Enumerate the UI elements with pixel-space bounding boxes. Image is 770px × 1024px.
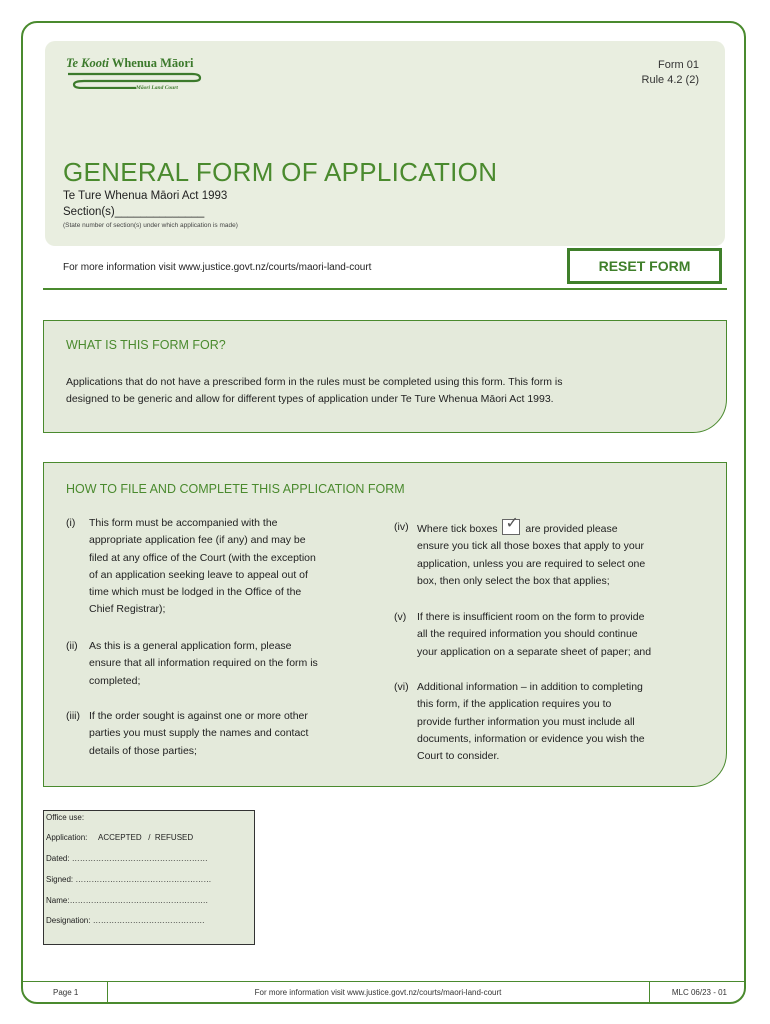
office-use-title: Office use: xyxy=(46,813,85,822)
item-number: (iv) xyxy=(394,521,409,533)
item-text xyxy=(417,679,645,765)
page-title: GENERAL FORM OF APPLICATION xyxy=(63,157,498,187)
item-text xyxy=(89,638,318,690)
office-use-name[interactable]: Name:……………………………………………. xyxy=(46,896,208,905)
logo-title-rest: Whenua Māori xyxy=(108,56,194,70)
header-divider xyxy=(43,288,727,290)
text-line: Court to consider. xyxy=(417,750,500,763)
reset-form-button[interactable]: RESET FORM xyxy=(567,248,722,284)
item-number: (vi) xyxy=(394,681,409,693)
section-field[interactable]: Section(s)______________ xyxy=(63,206,205,218)
office-use-designation[interactable]: Designation: …………………………………… xyxy=(46,916,205,925)
footer-separator xyxy=(649,982,650,1002)
text-line: appropriate application fee (if any) and may be xyxy=(89,534,306,547)
item-number: (ii) xyxy=(66,640,78,652)
text-line: application, unless you are required to select one xyxy=(417,557,646,570)
rule-number: Rule 4.2 (2) xyxy=(641,74,699,86)
text-line: documents, information or evidence you wish the xyxy=(417,732,645,745)
text-line: your application on a separate sheet of paper; and xyxy=(417,645,652,658)
how-to-section xyxy=(43,462,727,787)
logo-subtitle: Māori Land Court xyxy=(136,85,178,91)
text-line: Applications that do not have a prescribed form in the rules must be completed using this form. This form is xyxy=(66,376,563,388)
office-use-signed[interactable]: Signed: …………………………………………… xyxy=(46,875,212,884)
text-line: Chief Registrar); xyxy=(89,603,166,616)
tick-box-example xyxy=(502,515,520,535)
text-line: ensure that all information required on the form is xyxy=(89,657,318,670)
text-line: details of those parties; xyxy=(89,744,197,757)
form-number-block xyxy=(642,58,699,88)
text-line: ensure you tick all those boxes that apply to your xyxy=(417,540,645,553)
text-line: parties you must supply the names and contact xyxy=(89,727,309,740)
page-number: Page 1 xyxy=(53,988,79,997)
office-use-application: Application: ACCEPTED / REFUSED xyxy=(46,833,194,842)
text-line: designed to be generic and allow for different types of application under Te Ture Whenua Māori Act 1993. xyxy=(66,393,554,405)
text-line: If the order sought is against one or more other xyxy=(89,710,308,722)
item-number: (i) xyxy=(66,517,76,529)
checkmark-icon: ✓ xyxy=(505,515,519,532)
section-heading: HOW TO FILE AND COMPLETE THIS APPLICATION FORM xyxy=(66,482,405,496)
item-text xyxy=(89,515,316,619)
office-use-box xyxy=(43,810,255,945)
item-text xyxy=(417,609,651,661)
text-line: If there is insufficient room on the form to provide xyxy=(417,611,645,623)
logo-title-italic: Te Kooti xyxy=(66,56,109,70)
footer-info: For more information visit www.justice.govt.nz/courts/maori-land-court xyxy=(254,988,502,997)
office-use-dated[interactable]: Dated: …………………………………………… xyxy=(46,854,208,863)
text-line: completed; xyxy=(89,674,141,687)
text-line: box, then only select the box that applies; xyxy=(417,574,610,587)
item-number: (v) xyxy=(394,611,407,623)
text-fragment: are provided please xyxy=(525,523,618,535)
what-is-section xyxy=(43,320,727,433)
form-number: Form 01 xyxy=(658,59,699,71)
more-info-link[interactable]: For more information visit www.justice.govt.nz/courts/maori-land-court xyxy=(63,262,372,273)
text-line: Additional information – in addition to completing xyxy=(417,681,643,693)
text-fragment: Where tick boxes xyxy=(417,523,498,535)
text-line: filed at any office of the Court (with the exception xyxy=(89,551,316,564)
act-name: Te Ture Whenua Māori Act 1993 xyxy=(63,190,228,202)
court-logo xyxy=(66,56,206,96)
item-text xyxy=(417,515,646,590)
text-line: As this is a general application form, please xyxy=(89,640,292,652)
section-heading: WHAT IS THIS FORM FOR? xyxy=(66,338,226,352)
item-number: (iii) xyxy=(66,710,80,722)
item-text xyxy=(89,708,308,760)
text-line: provide further information you must include all xyxy=(417,715,635,728)
text-line: all the required information you should continue xyxy=(417,628,638,641)
footer xyxy=(23,982,745,1002)
text-line: time which must be lodged in the Office of the xyxy=(89,586,302,599)
section-text xyxy=(66,374,686,408)
text-line: This form must be accompanied with the xyxy=(89,517,278,529)
section-note: (State number of section(s) under which application is made) xyxy=(63,222,238,229)
form-code: MLC 06/23 - 01 xyxy=(671,988,727,997)
text-line xyxy=(417,515,645,538)
text-line: this form, if the application requires you to xyxy=(417,698,612,711)
text-line: of an application seeking leave to appeal out of xyxy=(89,568,308,581)
